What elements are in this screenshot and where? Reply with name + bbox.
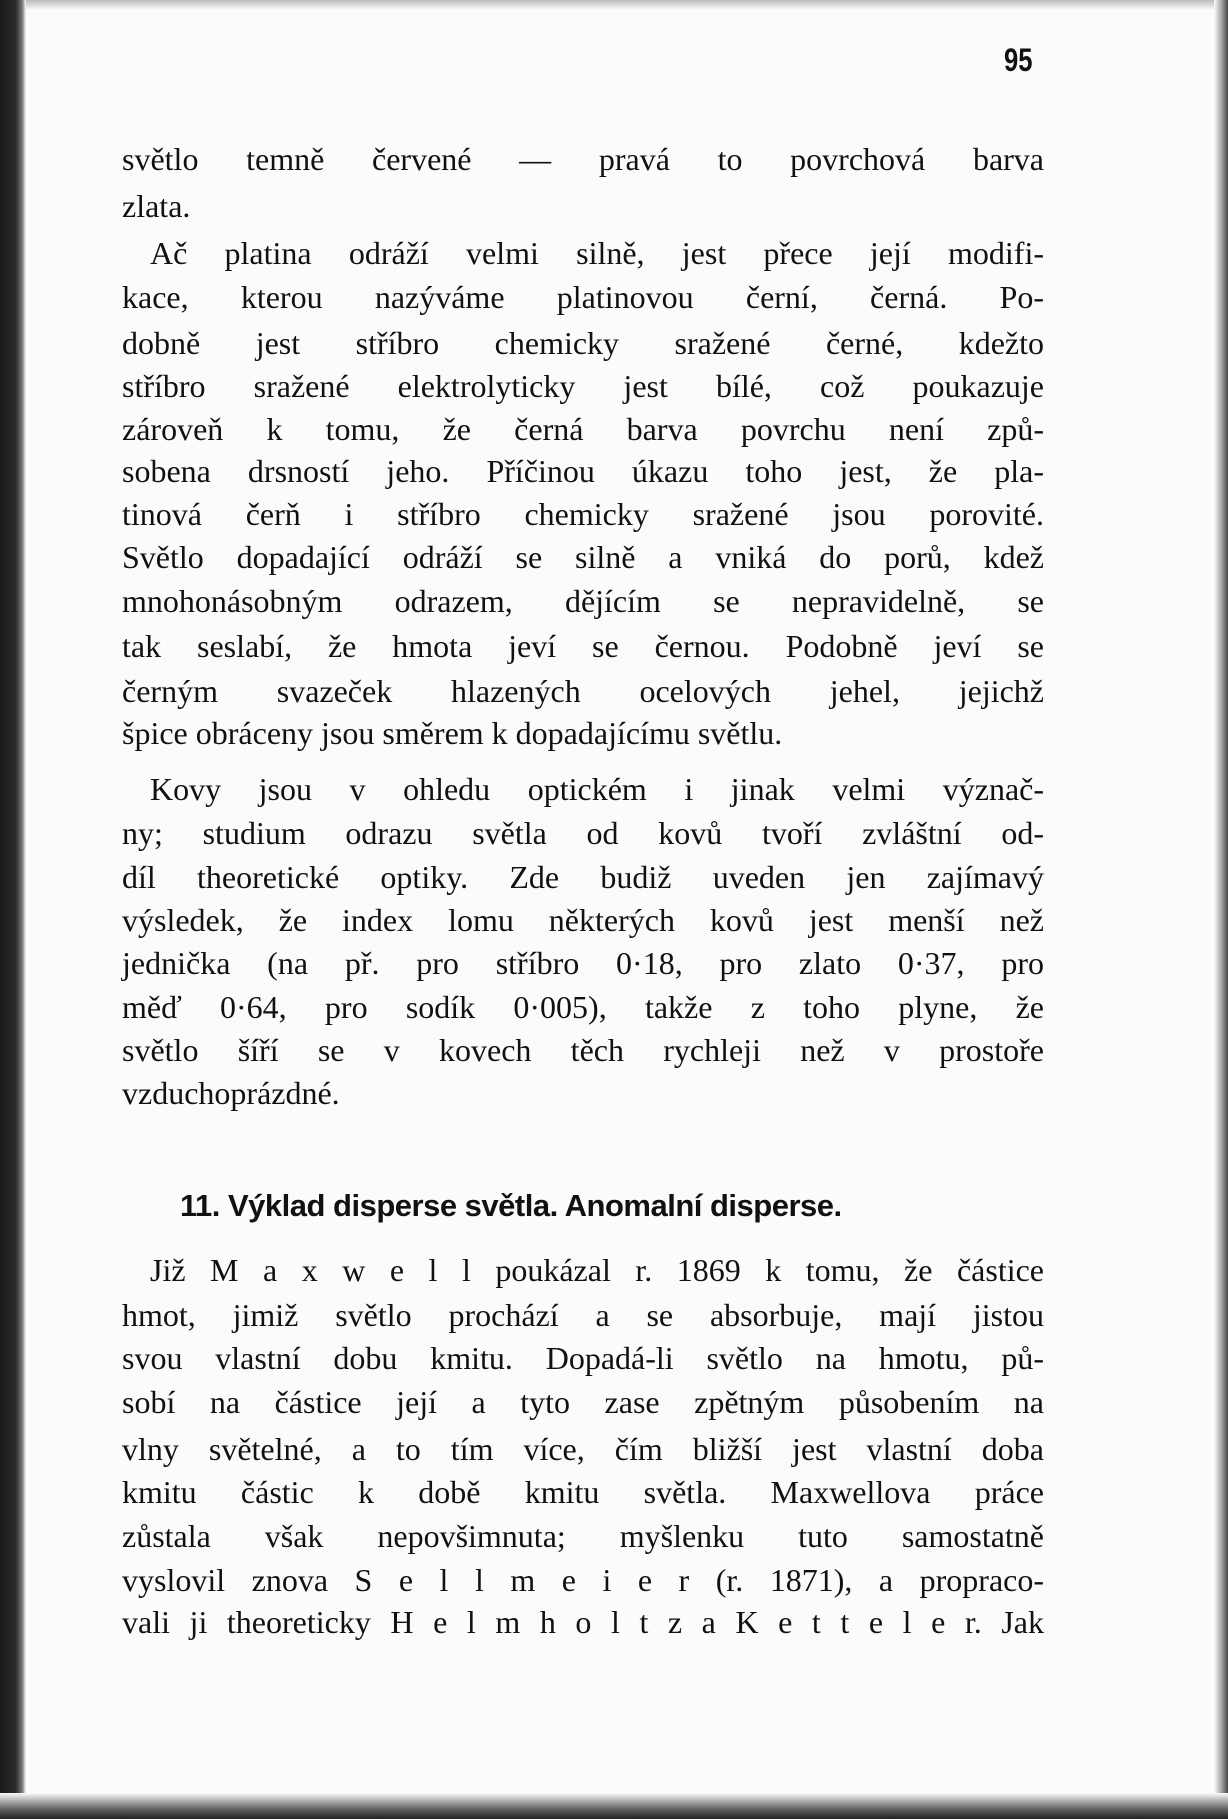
- scan-edge-top: [0, 0, 1228, 10]
- text-line: světlo šíří se v kovech těch rychleji než v prostoře: [122, 1032, 1044, 1068]
- text-line: vali ji theoreticky H e l m h o l t z a K e t t e l e r. Jak: [122, 1604, 1044, 1640]
- text-line: tinová čerň i stříbro chemicky sražené jsou porovité.: [122, 496, 1044, 532]
- section-heading: 11. Výklad disperse světla. Anomalní disperse.: [180, 1188, 842, 1223]
- text-line: zůstala však nepovšimnuta; myšlenku tuto samostatně: [122, 1518, 1044, 1554]
- text-line: výsledek, že index lomu některých kovů jest menší než: [122, 902, 1044, 938]
- text-line: světlo temně červené — pravá to povrchová barva: [122, 141, 1044, 177]
- text-line: černým svazeček hlazených ocelových jehel, jejichž: [122, 673, 1044, 709]
- text-line: vlny světelné, a to tím více, čím bližší jest vlastní doba: [122, 1431, 1044, 1467]
- text-line: vyslovil znova S e l l m e i e r (r. 1871), a propraco-: [122, 1562, 1044, 1598]
- text-line: Ač platina odráží velmi silně, jest přece její modifi-: [150, 235, 1044, 271]
- text-line: hmot, jimiž světlo prochází a se absorbuje, mají jistou: [122, 1297, 1044, 1333]
- scan-edge-left: [0, 0, 26, 1819]
- text-line: zároveň k tomu, že černá barva povrchu není způ-: [122, 411, 1044, 447]
- text-line: díl theoretické optiky. Zde budiž uveden jen zajímavý: [122, 859, 1044, 895]
- scan-edge-bottom: [0, 1793, 1228, 1819]
- text-line: Již M a x w e l l poukázal r. 1869 k tomu, že částice: [150, 1252, 1044, 1288]
- page-number: 95: [1004, 42, 1033, 78]
- text-line: zlata.: [122, 188, 191, 224]
- text-line: tak seslabí, že hmota jeví se černou. Podobně jeví se: [122, 628, 1044, 664]
- text-line: kmitu částic k době kmitu světla. Maxwellova práce: [122, 1474, 1044, 1510]
- text-line: ny; studium odrazu světla od kovů tvoří zvláštní od-: [122, 815, 1044, 851]
- text-line: měď 0·64, pro sodík 0·005), takže z toho plyne, že: [122, 989, 1044, 1025]
- text-line: Kovy jsou v ohledu optickém i jinak velmi význač-: [150, 771, 1044, 807]
- text-line: sobí na částice její a tyto zase zpětným působením na: [122, 1384, 1044, 1420]
- text-line: Světlo dopadající odráží se silně a vniká do porů, kdež: [122, 539, 1044, 575]
- text-line: stříbro sražené elektrolyticky jest bílé, což poukazuje: [122, 368, 1044, 404]
- text-line: svou vlastní dobu kmitu. Dopadá-li světlo na hmotu, pů-: [122, 1340, 1044, 1376]
- text-line: mnohonásobným odrazem, dějícím se nepravidelně, se: [122, 583, 1044, 619]
- text-line: jednička (na př. pro stříbro 0·18, pro zlato 0·37, pro: [122, 945, 1044, 981]
- scan-edge-right: [1214, 0, 1228, 1819]
- text-line: vzduchoprázdné.: [122, 1075, 340, 1111]
- text-line: kace, kterou nazýváme platinovou černí, černá. Po-: [122, 279, 1044, 315]
- text-line: sobena drsností jeho. Příčinou úkazu toho jest, že pla-: [122, 453, 1044, 489]
- text-line: dobně jest stříbro chemicky sražené černé, kdežto: [122, 325, 1044, 361]
- text-line: špice obráceny jsou směrem k dopadajícímu světlu.: [122, 715, 783, 751]
